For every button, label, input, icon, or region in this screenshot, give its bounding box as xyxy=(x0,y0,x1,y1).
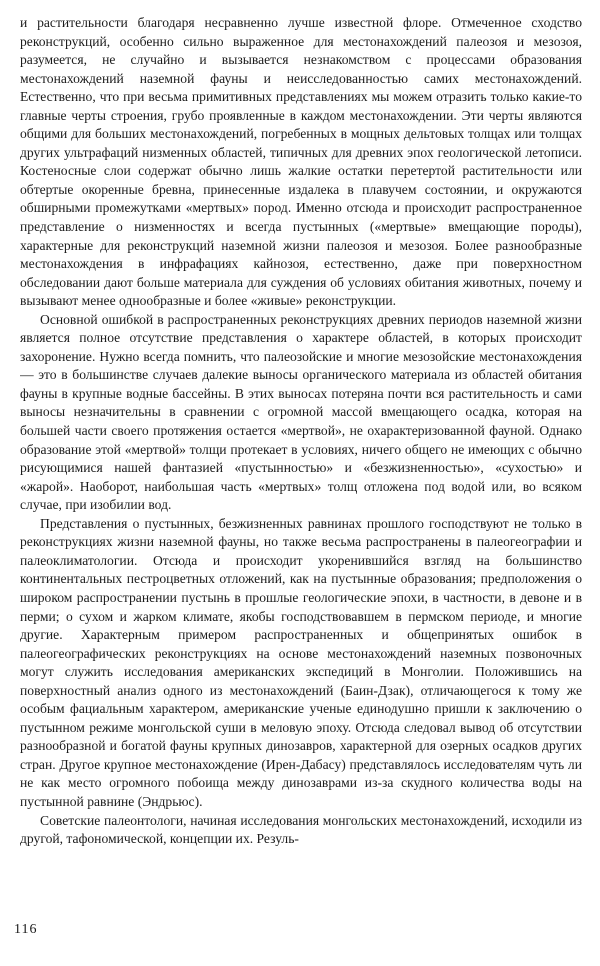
paragraph-3: Представления о пустынных, безжизненных равнинах прошлого господствуют не только в реконструкциях жизни наземной фауны, но также весьма распространены в палеогеографии и палеоклиматологии. Отсюда и происходит укоренившийся взгляд на большинство континентальных пестроцветных отложений, как на пустынные образования; предположения о широком распространении пустынь в прошлые геологические эпохи, в частности, в девоне и в перми; о сухом и жарком климате, якобы господствовавшем в пермском периоде, и многие другие. Характерным примером распространенных и общепринятых ошибок в палеогеографических реконструкциях на основе местонахождений наземных позвоночных могут служить исследования американских экспедиций в Монголии. Положившись на поверхностный анализ одного из местонахождений (Баин-Дзак), отличающегося к тому же особым фациальным характером, американские ученые единодушно пришли к заключению о пустынном режиме монгольской суши в меловую эпоху. Отсюда следовал вывод об отсутствии разнообразной и богатой фауны крупных динозавров, характерной для озерных осадков других стран. Другое крупное местонахождение (Ирен-Дабасу) представлялось исследователям чуть ли не как место огромного побоища между динозаврами из-за скудного количества воды на пустынной равнине (Эндрьюс). xyxy=(20,515,582,809)
page-number: 116 xyxy=(14,922,38,937)
document-page xyxy=(20,14,582,954)
paragraph-1: и растительности благодаря несравненно лучше известной флоре. Отмеченное сходство реконструкций, особенно сильно выраженное для местонахождений палеозоя и мезозоя, разумеется, не случайно и вызывается незнакомством с процессами образования местонахождений наземной фауны и неисследованностью самих местонахождений. Естественно, что при весьма примитивных представлениях мы можем отразить только какие-то главные черты строения, грубо проявленные в каждом местонахождении. Эти черты являются общими для больших местонахождений, погребенных в мощных дельтовых толщах или толщах других ультрафаций низменных областей, типичных для древних эпох геологической летописи. Костеносные слои содержат обычно лишь жалкие остатки перетертой растительности или обтертые окоренные бревна, принесенные издалека в плавучем состоянии, и окружаются обширными промежутками «мертвых» пород. Именно отсюда и происходит распространенное представление о низменностях и всегда пустынных («мертвые» вмещающие породы), характерные для реконструкций наземной жизни палеозоя и мезозоя. Более разнообразные местонахождения в инфрафациях кайнозоя, естественно, даже при поверхностном обследовании дают больше материала для суждения об условиях обитания животных, почему и вызывают менее однообразные и более «живые» реконструкции. xyxy=(20,15,582,309)
paragraph-2: Основной ошибкой в распространенных реконструкциях древних периодов наземной жизни является полное отсутствие представления о характере областей, в которых происходит захоронение. Нужно всегда помнить, что палеозойские и многие мезозойские местонахождения — это в большинстве случаев далекие выносы органического материала из областей обитания фауны в крупные водные бассейны. В этих выносах потеряна почти вся растительность и сами выносы незначительны в сравнении с огромной массой вмещающего осадка, которая на большей части своего протяжения остается «мертвой», не охарактеризованной фауной. Однако образование этой «мертвой» толщи протекает в условиях, ничего общего не имеющих с обычно рисующимися нашей фантазией «пустынностью» и «безжизненностью», «сухостью» и «жарой». Наоборот, наибольшая часть «мертвых» толщ отложена под водой или, во всяком случае, при изобилии вод. xyxy=(20,311,582,513)
paragraph-4: Советские палеонтологи, начиная исследования монгольских местонахождений, исходили из другой, тафономической, концепции их. Резуль- xyxy=(20,812,582,847)
